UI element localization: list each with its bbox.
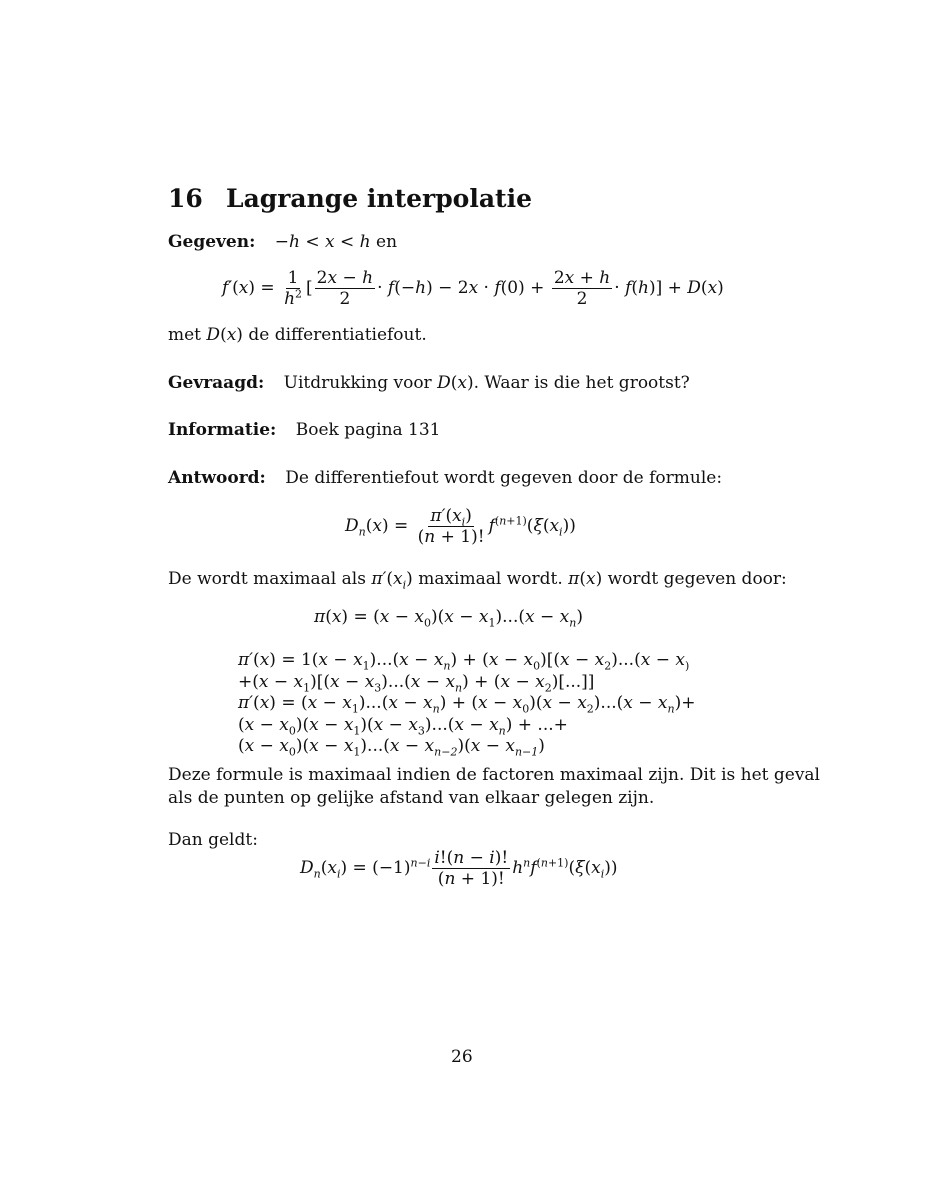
final-error-formula: $D_n(x_i) = (-1)^{n-i}$ $\frac{i!(n - i)!}{(n + 1)!}$ $h^nf^{(n+1)}(\xi(x_i))$ — [300, 848, 618, 889]
antwoord-label: Antwoord: — [168, 468, 266, 488]
informatie-line — [168, 419, 441, 441]
page-number: 26 — [451, 1047, 473, 1067]
gegeven-description: met D(x) de differentiatiefout. — [168, 325, 427, 345]
met-text: met — [168, 325, 202, 345]
error-formula: $D_n(x)$ = $\frac{\pi'(x_i)}{(n + 1)!}$ $f^{(n+1)}(\xi(x_i))$ — [345, 506, 576, 547]
informatie-text: Boek pagina 131 — [295, 420, 441, 440]
paragraph-factors-line-1: Deze formule is maximaal indien de factoren maximaal zijn. Dit is het geval — [168, 765, 820, 785]
differentiation-error-text: de differentiatiefout. — [248, 325, 427, 345]
paragraph-factors-line-2: als de punten op gelijke afstand van elkaar gelegen zijn. — [168, 788, 655, 808]
paragraph-part1: De wordt maximaal als — [168, 569, 366, 589]
gevraagd-text-after: . Waar is die het grootst? — [473, 373, 690, 393]
gegeven-text: en — [376, 232, 398, 252]
gevraagd-line: Gevraagd: Uitdrukking voor D(x). Waar is die het grootst? — [168, 373, 690, 393]
section-title: Lagrange interpolatie — [226, 184, 532, 213]
gevraagd-text-before: Uitdrukking voor — [283, 373, 432, 393]
gegeven-condition: −h < x < h — [274, 232, 371, 252]
gegeven-line — [168, 231, 397, 253]
informatie-label: Informatie: — [168, 420, 277, 440]
pi-derivative-line-4: $(x - x_0)(x - x_1)(x - x_3)...(x - x_n)$ + ...+ — [238, 715, 568, 738]
pi-derivative-line-3: $\pi'(x) = (x - x_1)...(x - x_n) + (x - x_0)(x - x_2)...(x - x_n)+$ — [238, 693, 696, 716]
derivative-formula: f′(x) = $\frac{1}{h^2}$ [ $\frac{2x - h}{2}$ · f(−h) − 2x · f(0) + $\frac{2x + h}{2}$ · f(h)] + D(x) — [222, 268, 724, 309]
pi-derivative-line-1: $\pi'(x) = 1(x - x_1)...(x - x_n) + (x - x_0)[(x - x_2)...(x - x_)$ — [238, 650, 690, 673]
pi-product-formula: $\pi(x) = (x - x_0)(x - x_1)...(x - x_n)$ — [314, 607, 583, 630]
pi-derivative-line-5: $(x - x_0)(x - x_1)...(x - x_{n-2})(x - x_{n-1})$ — [238, 736, 545, 759]
section-number: 16 — [168, 184, 203, 213]
paragraph-part3: wordt gegeven door: — [607, 569, 787, 589]
paragraph-maximal: De wordt maximaal als $\pi'(x_i)$ maximaal wordt. π(x) wordt gegeven door: — [168, 569, 787, 592]
antwoord-text: De differentiefout wordt gegeven door de formule: — [285, 468, 723, 488]
paragraph-then: Dan geldt: — [168, 830, 258, 850]
gegeven-label: Gegeven: — [168, 232, 256, 252]
antwoord-line — [168, 467, 722, 489]
paragraph-part2: maximaal wordt. — [418, 569, 563, 589]
gevraagd-label: Gevraagd: — [168, 373, 265, 393]
section-heading — [168, 184, 532, 213]
pi-derivative-line-2: $+(x - x_1)[(x - x_3)...(x - x_n) + (x - x_2)[...]]$ — [238, 672, 595, 695]
